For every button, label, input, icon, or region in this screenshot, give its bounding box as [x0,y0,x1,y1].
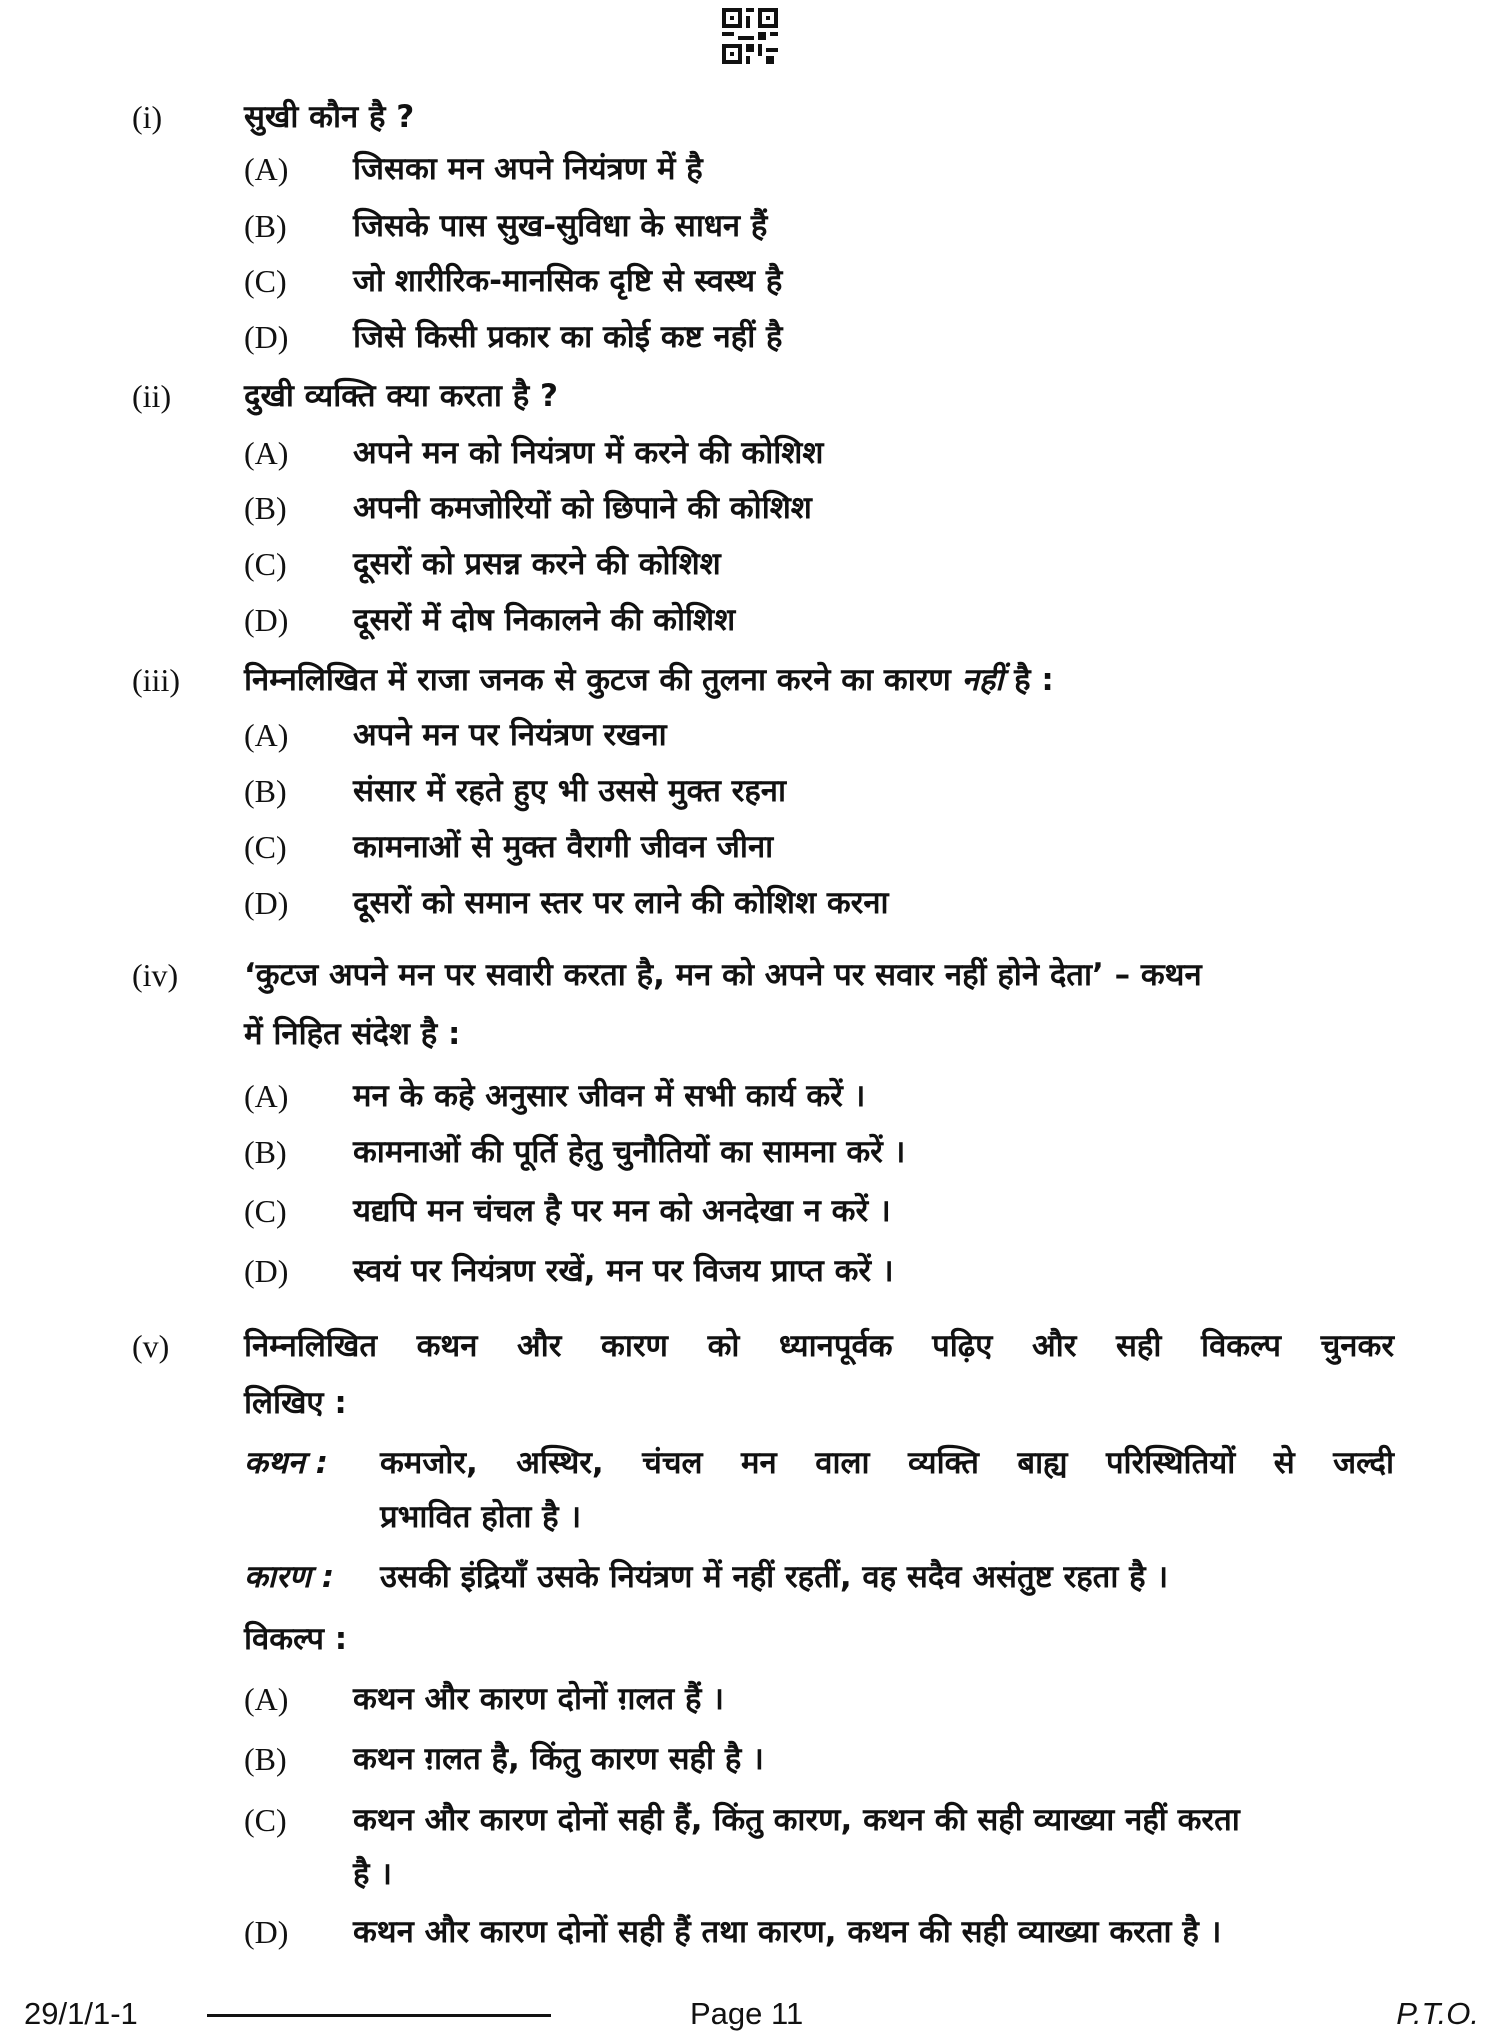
options-heading: विकल्प : [244,1621,348,1657]
option-text: स्वयं पर नियंत्रण रखें, मन पर विजय प्राप्त करें । [353,1253,894,1289]
question-number: (iii) [132,662,180,698]
option-label: (C) [244,1802,287,1838]
option-text: कथन ग़लत है, किंतु कारण सही है । [353,1741,764,1777]
option-text: कथन और कारण दोनों सही हैं, किंतु कारण, कथन की सही व्याख्या नहीं करता [353,1802,1240,1838]
assertion-text: प्रभावित होता है । [380,1499,582,1535]
question-text-part: निम्नलिखित में राजा जनक से कुटज की तुलना करने का कारण [244,662,951,698]
option-label: (D) [244,1253,289,1289]
reason-label: कारण : [244,1559,335,1595]
option-text: अपने मन को नियंत्रण में करने की कोशिश [353,435,824,471]
assertion-label: कथन : [244,1445,329,1481]
paper-code: 29/1/1-1 [24,1996,138,2031]
option-label: (A) [244,435,289,471]
option-label: (C) [244,829,287,865]
option-label: (D) [244,1914,289,1950]
option-label: (B) [244,1741,287,1777]
option-text: दूसरों को प्रसन्न करने की कोशिश [353,546,721,582]
reason-text: उसकी इंद्रियाँ उसके नियंत्रण में नहीं रहतीं, वह सदैव असंतुष्ट रहता है । [380,1559,1169,1595]
question-text: सुखी कौन है ? [244,99,415,135]
question-text: निम्नलिखित कथन और कारण को ध्यानपूर्वक पढ़िए और सही विकल्प चुनकर [244,1328,1394,1364]
option-label: (A) [244,151,289,187]
question-text: में निहित संदेश है : [244,1016,461,1052]
option-label: (B) [244,208,287,244]
option-label: (D) [244,319,289,355]
option-label: (D) [244,602,289,638]
question-text: लिखिए : [244,1385,347,1421]
option-label: (B) [244,773,287,809]
question-text [244,655,1054,705]
option-label: (B) [244,490,287,526]
option-text: यद्यपि मन चंचल है पर मन को अनदेखा न करें । [353,1193,891,1229]
option-text: कामनाओं की पूर्ति हेतु चुनौतियों का सामना करें । [353,1134,906,1170]
option-label: (A) [244,1078,289,1114]
option-label: (A) [244,717,289,753]
option-text: कथन और कारण दोनों सही हैं तथा कारण, कथन की सही व्याख्या करता है । [353,1914,1222,1950]
footer-rule [207,2014,551,2017]
emphasis-text: नहीं [961,662,1004,698]
option-text: जिसका मन अपने नियंत्रण में है [353,151,703,187]
option-text: अपने मन पर नियंत्रण रखना [353,717,667,753]
question-number: (ii) [132,378,172,414]
option-text: कामनाओं से मुक्त वैरागी जीवन जीना [353,829,774,865]
page-number: Page 11 [690,1996,804,2031]
option-text: जिसे किसी प्रकार का कोई कष्ट नहीं है [353,319,783,355]
option-label: (A) [244,1681,289,1717]
option-label: (C) [244,546,287,582]
question-number: (v) [132,1328,170,1364]
option-text: कथन और कारण दोनों ग़लत हैं । [353,1681,724,1717]
question-number: (iv) [132,957,179,993]
question-text: ‘कुटज अपने मन पर सवारी करता है, मन को अपने पर सवार नहीं होने देता’ – कथन [244,957,1202,993]
option-text: है । [353,1856,393,1892]
option-label: (C) [244,263,287,299]
option-text: दूसरों को समान स्तर पर लाने की कोशिश करना [353,885,889,921]
option-label: (D) [244,885,289,921]
question-text: दुखी व्यक्ति क्या करता है ? [244,378,558,414]
qr-code [722,8,778,64]
option-text: अपनी कमजोरियों को छिपाने की कोशिश [353,490,812,526]
option-label: (B) [244,1134,287,1170]
assertion-text: कमजोर, अस्थिर, चंचल मन वाला व्यक्ति बाह्य परिस्थितियों से जल्दी [380,1445,1394,1481]
question-number: (i) [132,99,163,135]
option-text: जिसके पास सुख-सुविधा के साधन हैं [353,208,768,244]
option-text: संसार में रहते हुए भी उससे मुक्त रहना [353,773,787,809]
pto-label: P.T.O. [1396,1996,1479,2031]
option-label: (C) [244,1193,287,1229]
question-text-part: है : [1014,662,1054,698]
option-text: मन के कहे अनुसार जीवन में सभी कार्य करें । [353,1078,866,1114]
option-text: जो शारीरिक-मानसिक दृष्टि से स्वस्थ है [353,263,783,299]
option-text: दूसरों में दोष निकालने की कोशिश [353,602,736,638]
